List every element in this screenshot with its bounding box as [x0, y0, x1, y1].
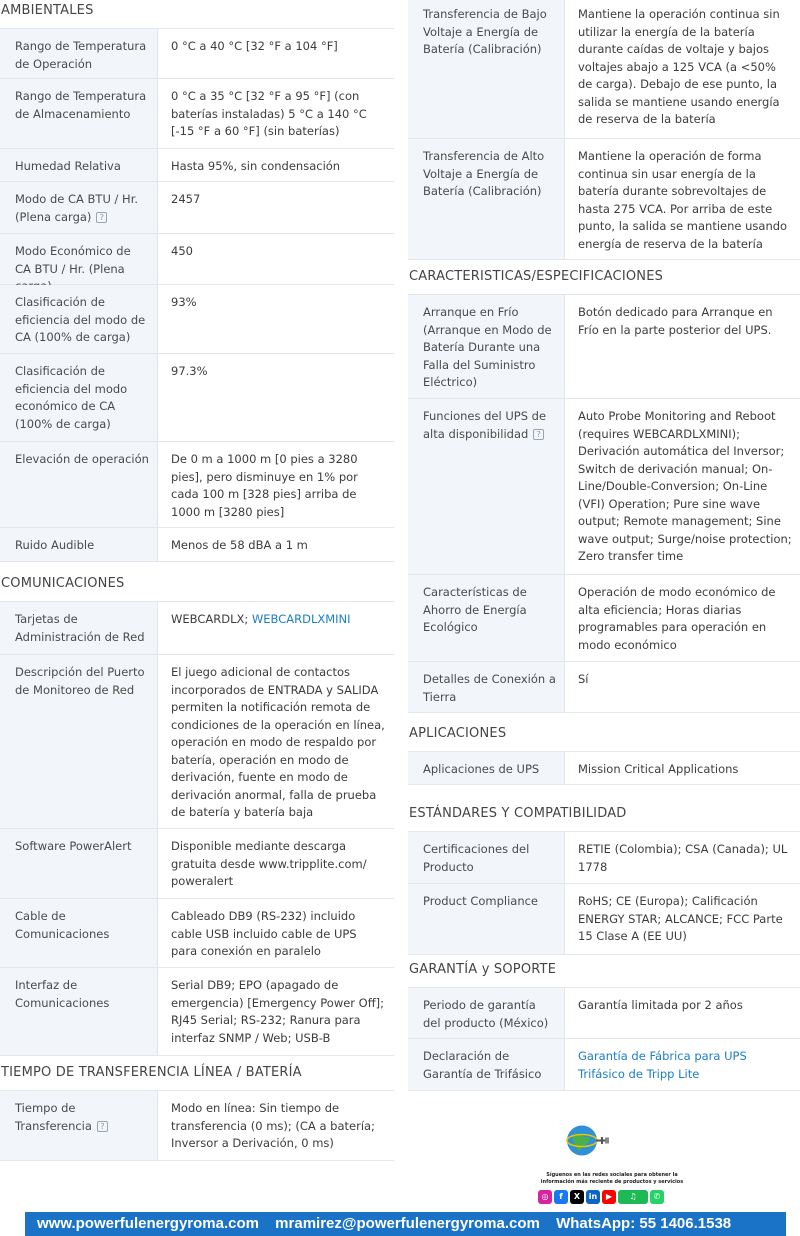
instagram-icon[interactable]: ◎ [538, 1190, 552, 1204]
table-caracteristicas [408, 294, 800, 713]
table-ambientales [0, 28, 394, 562]
linkedin-icon[interactable]: in [586, 1190, 600, 1204]
table-row [408, 752, 800, 785]
table-comunicaciones [0, 601, 394, 1056]
row-value: Auto Probe Monitoring and Reboot (requires WEBCARDLXMINI); Derivación automática del Inversor; Switch de derivación manual; On-Line/Double-Conversion; On-Line (VFI) Operation; Pure sine wave output; Remote management; Sine wave output; Surge/noise protection; Zero transfer time [578, 409, 792, 563]
row-label: Detalles de Conexión a Tierra [408, 662, 565, 712]
row-value: De 0 m a 1000 m [0 pies a 3280 pies], pero disminuye en 1% por cada 100 m [328 pies] arriba de 1000 m [3280 pies] [171, 452, 358, 519]
row-value: RoHS; CE (Europa); Calificación ENERGY STAR; ALCANCE; FCC Parte 15 Clase A (EE UU) [578, 894, 783, 943]
row-value: Garantía limitada por 2 años [578, 998, 743, 1012]
row-value-text: WEBCARDLX; [171, 612, 249, 626]
globe-plug-logo-icon [562, 1118, 612, 1168]
table-row [0, 1091, 394, 1161]
footer-whatsapp[interactable]: WhatsApp: 55 1406.1538 [556, 1215, 732, 1232]
row-label: Periodo de garantía del producto (México) [408, 988, 565, 1038]
table-row [0, 285, 394, 354]
row-label: Software PowerAlert [0, 829, 158, 898]
youtube-icon[interactable]: ▶ [602, 1190, 616, 1204]
row-label-text: Tiempo de Transferencia [15, 1101, 92, 1133]
row-value [158, 602, 394, 654]
table-row [0, 528, 394, 562]
table-row [408, 575, 800, 662]
row-label: Rango de Temperatura de Operación [0, 29, 158, 78]
left-column [0, 0, 394, 1161]
row-label: Ruido Audible [0, 528, 158, 561]
section-title-caracteristicas: CARACTERISTICAS/ESPECIFICACIONES [409, 269, 664, 284]
warranty-link[interactable]: Garantía de Fábrica para UPS Trifásico de Tripp Lite [578, 1049, 747, 1081]
table-estandares [408, 831, 800, 955]
table-row [408, 295, 800, 399]
row-label: Declaración de Garantía de Trifásico [408, 1039, 565, 1090]
row-value [565, 1039, 800, 1090]
table-row [0, 29, 394, 79]
row-value: Serial DB9; EPO (apagado de emergencia) [Emergency Power Off]; RJ45 Serial; RS-232; Ranura para interfaz SNMP / Web; USB-B [171, 978, 385, 1045]
row-value: Cableado DB9 (RS-232) incluido cable USB incluido cable de UPS para conexión en paralelo [171, 909, 357, 958]
row-label [408, 399, 565, 574]
row-label: Transferencia de Bajo Voltaje a Energía de Batería (Calibración) [408, 0, 565, 138]
table-garantia [408, 987, 800, 1091]
section-title-garantia: GARANTÍA y SOPORTE [409, 962, 557, 977]
row-value: Mantiene la operación de forma continua sin usar energía de la batería durante sobrevoltajes de hasta 275 VCA. Por arriba de este punto, la salida se mantiene usando energía de reserva de la batería [578, 149, 788, 251]
row-value: 93% [171, 295, 197, 309]
table-row [408, 662, 800, 713]
table-row [408, 0, 800, 139]
table-row [408, 1039, 800, 1091]
table-row [408, 988, 800, 1039]
row-label: Modo Económico de CA BTU / Hr. (Plena [0, 234, 158, 284]
row-value: RETIE (Colombia); CSA (Canada); UL 1778 [578, 842, 788, 874]
row-label: Clasificación de eficiencia del modo de CA (100% de carga) [0, 285, 158, 353]
row-label: Aplicaciones de UPS [408, 752, 565, 784]
row-label: Tarjetas de Administración de Red [0, 602, 158, 654]
row-label: Product Compliance [408, 884, 565, 954]
row-value: Botón dedicado para Arranque en Frío en la parte posterior del UPS. [578, 305, 773, 337]
row-label: Características de Ahorro de Energía Ecológico [408, 575, 565, 661]
help-icon[interactable]: ? [96, 212, 107, 223]
section-title-comunicaciones: COMUNICACIONES [1, 576, 125, 591]
row-label: Interfaz de Comunicaciones [0, 968, 158, 1055]
row-value: 2457 [171, 192, 201, 206]
webcardlxmini-link[interactable]: WEBCARDLXMINI [251, 612, 351, 626]
table-row [408, 832, 800, 884]
table-row [0, 442, 394, 528]
section-title-tiempo: TIEMPO DE TRANSFERENCIA LÍNEA / BATERÍA [1, 1065, 302, 1080]
x-icon[interactable]: X [570, 1190, 584, 1204]
row-label: Arranque en Frío (Arranque en Modo de Batería Durante una Falla del Suministro Eléctrico) [408, 295, 565, 398]
table-row [0, 354, 394, 442]
row-label: Certificaciones del Producto [408, 832, 565, 883]
row-value: Hasta 95%, sin condensación [171, 159, 341, 173]
table-transfer [408, 0, 800, 260]
table-row [0, 655, 394, 829]
row-label: Clasificación de eficiencia del modo económico de CA (100% de carga) [0, 354, 158, 441]
row-label: Humedad Relativa [0, 149, 158, 181]
social-icons [538, 1190, 664, 1204]
table-row [0, 234, 394, 285]
row-value: Sí [578, 672, 589, 686]
row-value: Mantiene la operación continua sin utilizar la energía de la batería durante caídas de voltaje y bajos voltajes abajo a 125 VCA (a <50% de carga). Debajo de ese punto, la salida se mantiene usando energía de reserva de la batería [578, 7, 780, 126]
row-label: Cable de Comunicaciones [0, 899, 158, 967]
row-value: El juego adicional de contactos incorporados de ENTRADA y SALIDA permiten la notificación remota de condiciones de la operación en línea, operación en modo de respaldo por batería, operación en modo de derivación, fuente en modo de derivación anormal, falla de prueba de batería y batería baja [171, 665, 385, 819]
whatsapp-icon[interactable]: ✆ [650, 1190, 664, 1204]
table-row [0, 79, 394, 149]
section-title-aplicaciones: APLICACIONES [409, 726, 507, 741]
table-aplicaciones [408, 751, 800, 785]
table-row [408, 399, 800, 575]
row-label [0, 182, 158, 233]
row-value: 97.3% [171, 364, 208, 378]
contact-footer-bar [25, 1212, 786, 1236]
company-logo-area [532, 1118, 692, 1208]
row-label: Transferencia de Alto Voltaje a Energía de Batería (Calibración) [408, 139, 565, 259]
row-label [0, 1091, 158, 1160]
row-value: 450 [171, 244, 193, 258]
table-row [0, 899, 394, 968]
table-row [0, 968, 394, 1056]
row-value: Disponible mediante descarga gratuita desde www.tripplite.com/ poweralert [171, 839, 367, 888]
row-label: Elevación de operación [0, 442, 158, 527]
table-row [0, 829, 394, 899]
row-value: Modo en línea: Sin tiempo de transferencia (0 ms); (CA a batería; Inversor a Derivación, 0 ms) [171, 1101, 375, 1150]
row-value: Menos de 58 dBA a 1 m [171, 538, 308, 552]
help-icon[interactable]: ? [97, 1121, 108, 1132]
right-column [408, 0, 800, 1091]
row-label-text: Funciones del UPS de alta disponibilidad [423, 409, 547, 441]
section-title-ambientales: AMBIENTALES [1, 3, 94, 18]
row-value: Mission Critical Applications [578, 762, 739, 776]
spotify-icon[interactable]: ♫ [618, 1190, 648, 1204]
row-value: Operación de modo económico de alta eficiencia; Horas diarias programables para operación en modo económico [578, 585, 776, 652]
section-title-estandares: ESTÁNDARES Y COMPATIBILIDAD [409, 806, 627, 821]
table-row [0, 182, 394, 234]
row-value: 0 °C a 35 °C [32 °F a 95 °F] (con baterías instaladas) 5 °C a 140 °C [-15 °F a 60 °F] (sin baterías) [171, 89, 367, 138]
table-row [0, 602, 394, 655]
table-row [0, 149, 394, 182]
table-row [408, 884, 800, 955]
row-label: Descripción del Puerto de Monitoreo de Red [0, 655, 158, 828]
social-tagline: Síguenos en las redes sociales para obtener la información más reciente de productos y servicios [540, 1172, 684, 1185]
table-tiempo [0, 1090, 394, 1161]
row-label-text: Modo de CA BTU / Hr. (Plena carga) [15, 192, 139, 224]
table-row [408, 139, 800, 260]
footer-website[interactable]: www.powerfulenergyroma.com [37, 1215, 259, 1232]
row-value: 0 °C a 40 °C [32 °F a 104 °F] [171, 39, 338, 53]
footer-email[interactable]: mramirez@powerfulenergyroma.com [275, 1215, 540, 1232]
help-icon[interactable]: ? [533, 429, 544, 440]
row-label: Rango de Temperatura de Almacenamiento [0, 79, 158, 148]
facebook-icon[interactable]: f [554, 1190, 568, 1204]
